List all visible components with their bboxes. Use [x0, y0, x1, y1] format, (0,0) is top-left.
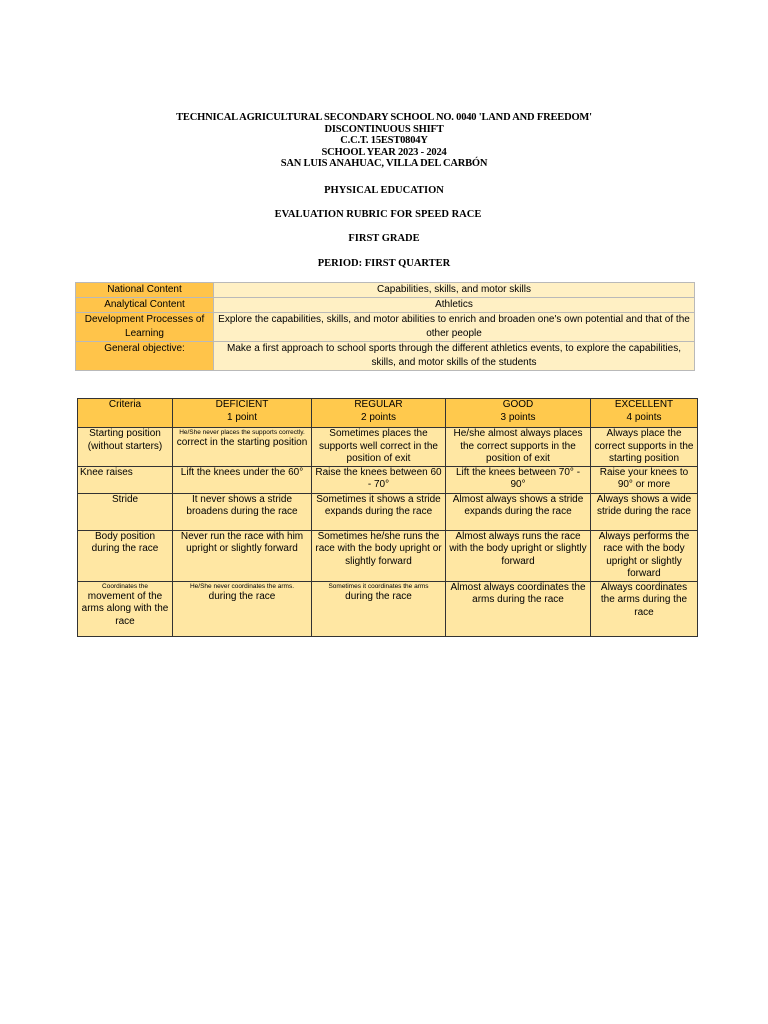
info-label: National Content	[76, 283, 214, 298]
grade-heading: FIRST GRADE	[348, 233, 420, 244]
criteria-note: Coordinates the	[102, 582, 148, 590]
header-good	[446, 399, 591, 428]
info-value: Capabilities, skills, and motor skills	[214, 283, 695, 298]
excellent-cell: Always performs the race with the body upright or slightly forward	[591, 530, 698, 581]
school-header	[0, 112, 768, 170]
header-criteria	[78, 399, 173, 428]
header-points: 1 point	[226, 411, 258, 423]
deficient-cell: Never run the race with him upright or slightly forward	[173, 530, 312, 581]
excellent-cell: Always place the correct supports in the starting position	[591, 428, 698, 467]
rubric-row	[78, 466, 698, 493]
rubric-row	[78, 530, 698, 581]
deficient-note: He/She never places the supports correctly.	[179, 429, 305, 436]
criteria-cell	[78, 581, 173, 636]
excellent-cell: Always shows a wide stride during the race	[591, 493, 698, 530]
rubric-title: EVALUATION RUBRIC FOR SPEED RACE	[274, 209, 482, 220]
info-value: Athletics	[214, 298, 695, 313]
deficient-cell: It never shows a stride broadens during the race	[173, 493, 312, 530]
excellent-cell: Raise your knees to 90° or more	[591, 466, 698, 493]
rubric-row	[78, 581, 698, 636]
header-points: 2 points	[360, 411, 397, 423]
criteria-cell: Knee raises	[78, 466, 173, 493]
deficient-cell: Lift the knees under the 60°	[173, 466, 312, 493]
shift: DISCONTINUOUS SHIFT	[324, 123, 444, 135]
rubric-header-row	[78, 399, 698, 428]
good-cell: Lift the knees between 70° - 90°	[446, 466, 591, 493]
regular-note: Sometimes it coordinates the arms	[328, 582, 429, 590]
excellent-cell: Always coordinates the arms during the race	[591, 581, 698, 636]
regular-text: during the race	[345, 590, 412, 602]
info-row	[76, 298, 695, 313]
info-value: Explore the capabilities, skills, and motor abilities to enrich and broaden one's own potential and that of the other people	[214, 313, 695, 342]
school-year: SCHOOL YEAR 2023 - 2024	[321, 146, 447, 158]
info-row	[76, 342, 695, 371]
deficient-note: He/She never coordinates the arms.	[189, 582, 295, 590]
good-cell: Almost always coordinates the arms during the race	[446, 581, 591, 636]
header-title: DEFICIENT	[215, 399, 269, 410]
deficient-text: during the race	[208, 590, 276, 602]
good-cell: He/she almost always places the correct supports in the position of exit	[446, 428, 591, 467]
header-points: 3 points	[500, 411, 536, 423]
info-label: General objective:	[76, 342, 214, 371]
regular-cell: Raise the knees between 60 - 70°	[312, 466, 446, 493]
header-excellent	[591, 399, 698, 428]
header-regular	[312, 399, 446, 428]
regular-cell: Sometimes it shows a stride expands during the race	[312, 493, 446, 530]
info-value: Make a first approach to school sports through the different athletics events, to explore the capabilities, skills, and motor skills of the students	[214, 342, 695, 371]
criteria-cell: Body position during the race	[78, 530, 173, 581]
regular-cell: Sometimes places the supports well correct in the position of exit	[312, 428, 446, 467]
criteria-cell: Starting position (without starters)	[78, 428, 173, 467]
subject-heading: PHYSICAL EDUCATION	[324, 185, 444, 196]
info-label: Analytical Content	[76, 298, 214, 313]
header-deficient	[173, 399, 312, 428]
cct-code: C.C.T. 15EST0804Y	[340, 135, 428, 146]
criteria-text: movement of the arms along with the race	[81, 590, 169, 627]
school-name: TECHNICAL AGRICULTURAL SECONDARY SCHOOL NO. 0040 'LAND AND FREEDOM'	[176, 112, 592, 123]
info-label: Development Processes of Learning	[76, 313, 214, 342]
deficient-text: correct in the starting position	[176, 437, 308, 448]
good-cell: Almost always runs the race with the body upright or slightly forward	[446, 530, 591, 581]
header-title: EXCELLENT	[614, 399, 674, 410]
header-title: Criteria	[108, 399, 142, 410]
info-row	[76, 283, 695, 298]
header-points: 4 points	[626, 411, 662, 423]
regular-cell: Sometimes he/she runs the race with the body upright or slightly forward	[312, 530, 446, 581]
location: SAN LUIS ANAHUAC, VILLA DEL CARBÓN	[280, 158, 488, 169]
deficient-cell	[173, 581, 312, 636]
rubric-row	[78, 428, 698, 467]
header-title: GOOD	[502, 399, 534, 410]
regular-cell	[312, 581, 446, 636]
header-title: REGULAR	[354, 399, 403, 410]
content-info-table	[75, 282, 695, 371]
period-heading: PERIOD: FIRST QUARTER	[317, 258, 451, 269]
rubric-table	[77, 398, 698, 637]
rubric-row	[78, 493, 698, 530]
deficient-cell	[173, 428, 312, 467]
good-cell: Almost always shows a stride expands during the race	[446, 493, 591, 530]
criteria-cell: Stride	[78, 493, 173, 530]
info-row	[76, 313, 695, 342]
